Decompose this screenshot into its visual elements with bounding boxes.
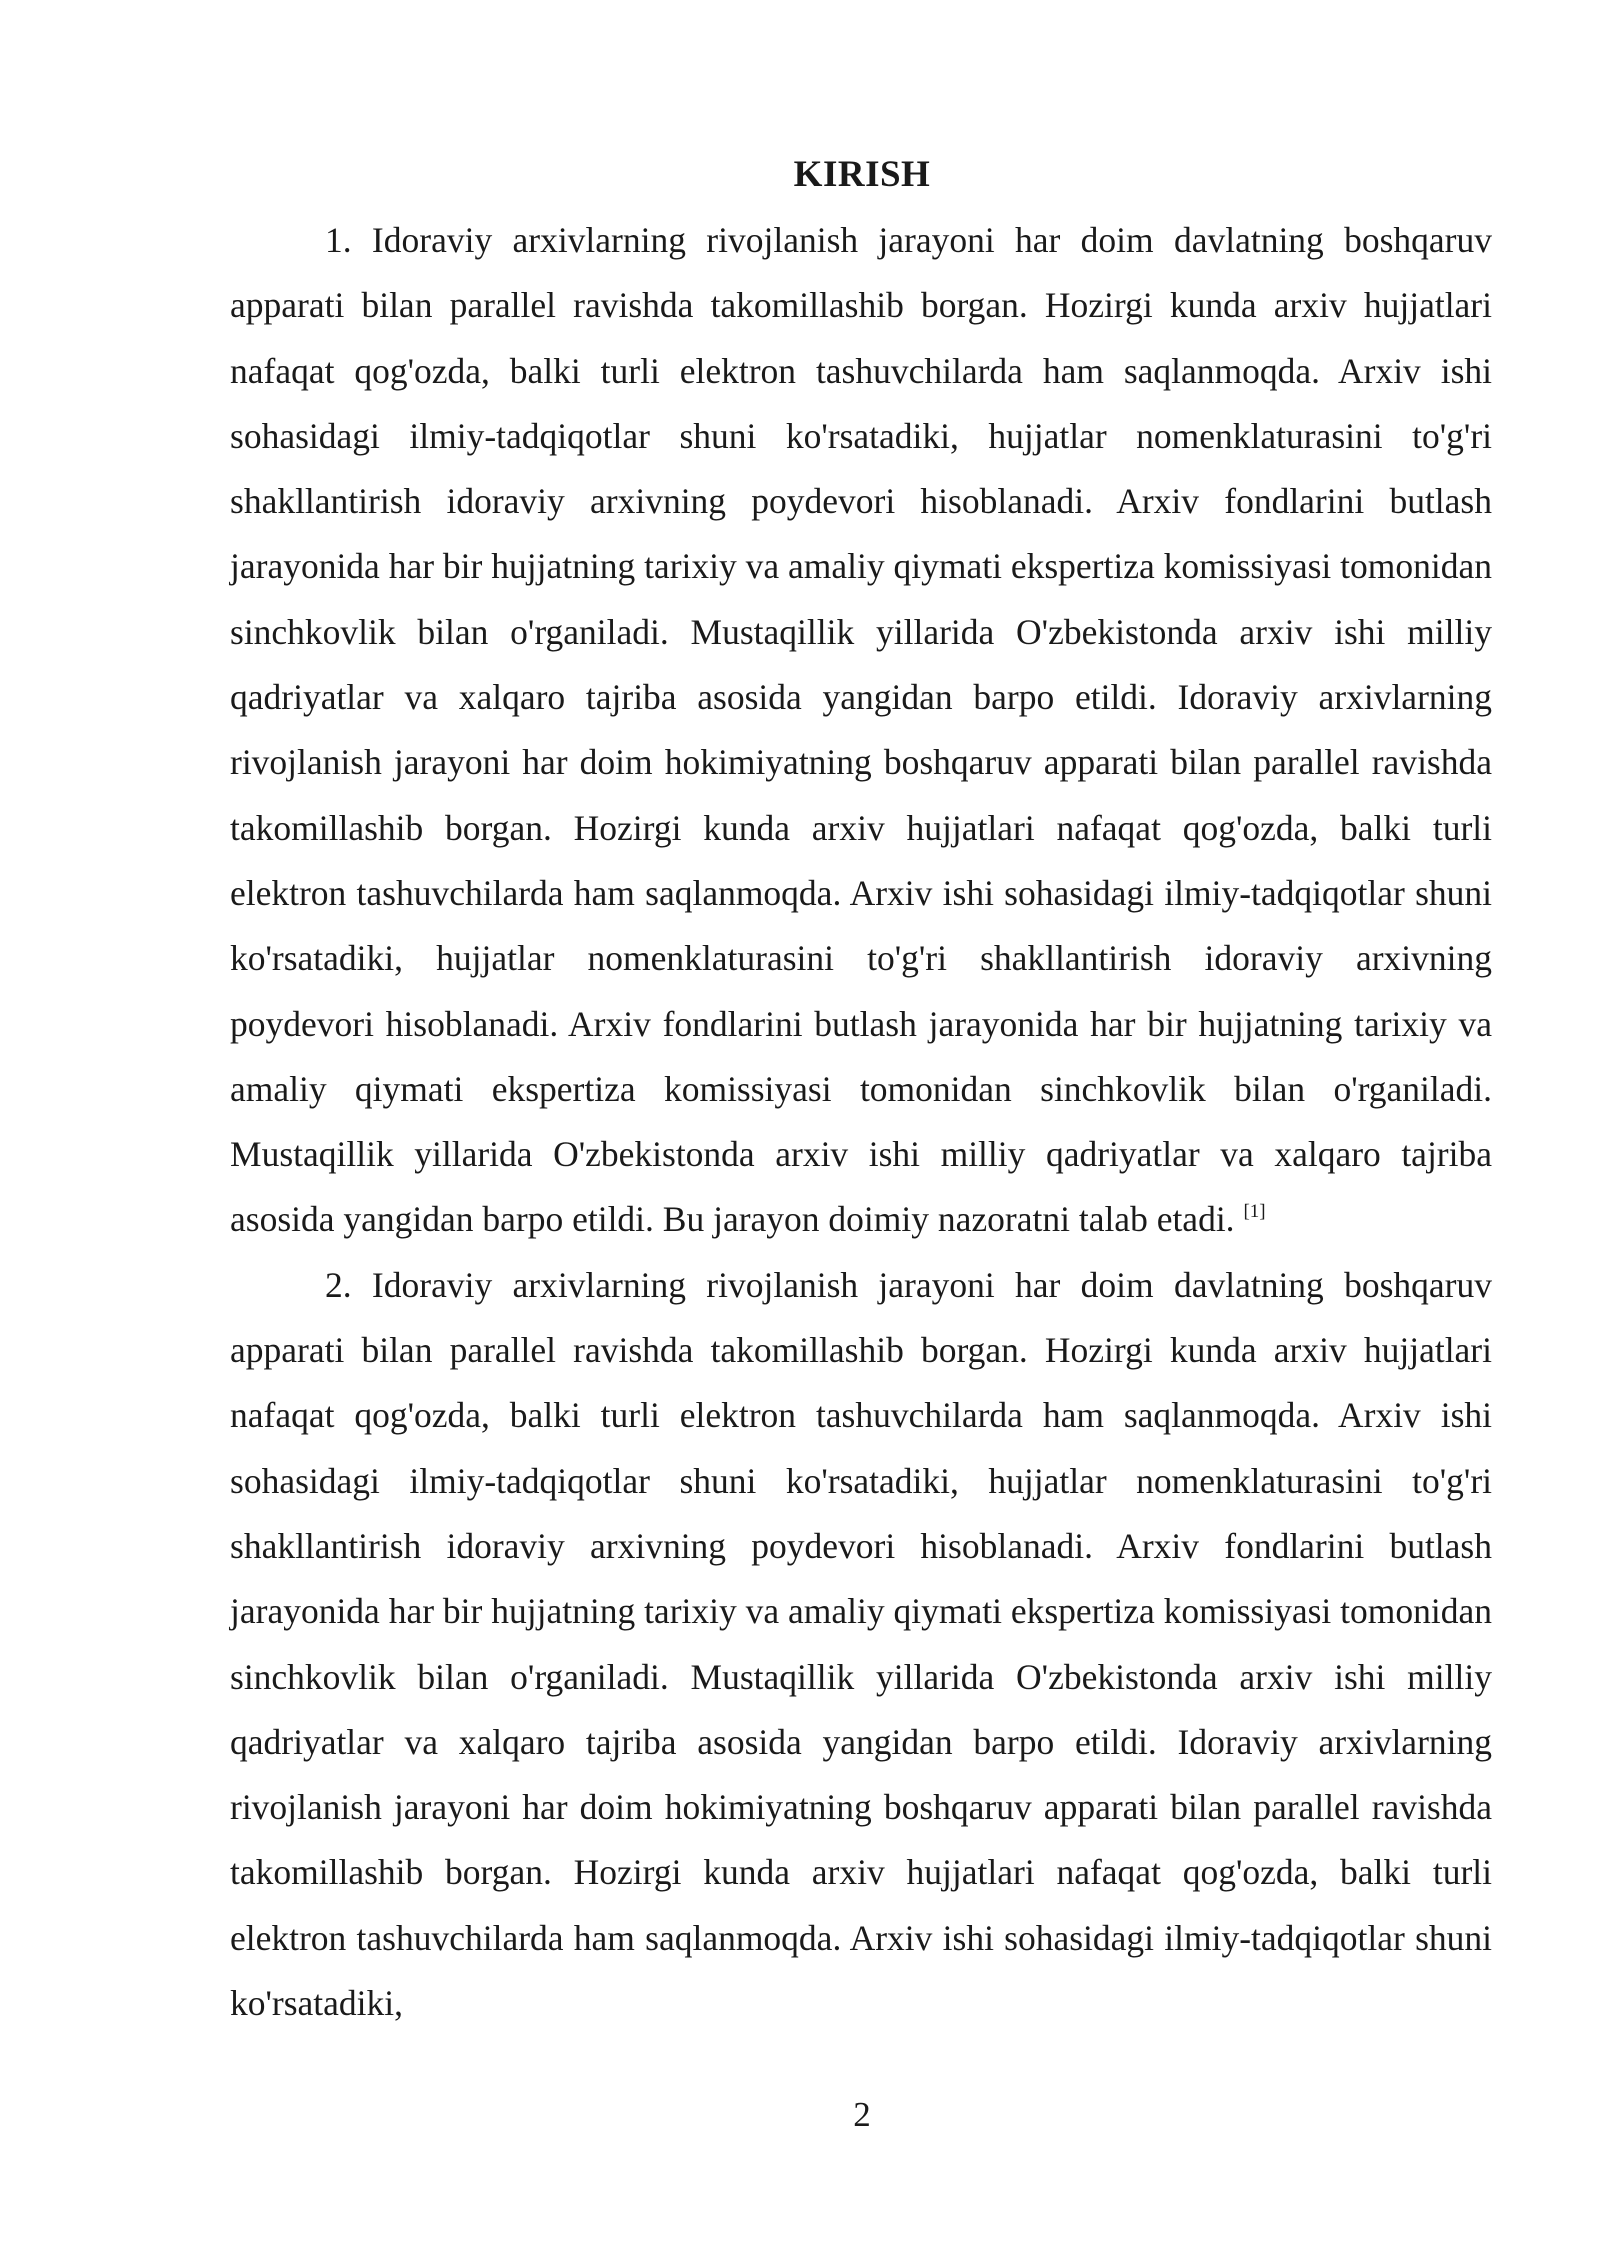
- paragraph-1: [230, 208, 1492, 1253]
- paragraph-1-text: 1. Idoraviy arxivlarning rivojlanish jarayoni har doim davlatning boshqaruv apparati bilan parallel ravishda takomillashib borgan. Hozirgi kunda arxiv hujjatlari nafaqat qog'ozda, balki turli elektron tashuvchilarda ham saqlanmoqda. Arxiv ishi sohasidagi ilmiy-tadqiqotlar shuni ko'rsatadiki, hujjatlar nomenklaturasini to'g'ri shakllantirish idoraviy arxivning poydevori hisoblanadi. Arxiv fondlarini butlash jarayonida har bir hujjatning tarixiy va amaliy qiymati ekspertiza komissiyasi tomonidan sinchkovlik bilan o'rganiladi. Mustaqillik yillarida O'zbekistonda arxiv ishi milliy qadriyatlar va xalqaro tajriba asosida yangidan barpo etildi. Idoraviy arxivlarning rivojlanish jarayoni har doim hokimiyatning boshqaruv apparati bilan parallel ravishda takomillashib borgan. Hozirgi kunda arxiv hujjatlari nafaqat qog'ozda, balki turli elektron tashuvchilarda ham saqlanmoqda. Arxiv ishi sohasidagi ilmiy-tadqiqotlar shuni ko'rsatadiki, hujjatlar nomenklaturasini to'g'ri shakllantirish idoraviy arxivning poydevori hisoblanadi. Arxiv fondlarini butlash jarayonida har bir hujjatning tarixiy va amaliy qiymati ekspertiza komissiyasi tomonidan sinchkovlik bilan o'rganiladi. Mustaqillik yillarida O'zbekistonda arxiv ishi milliy qadriyatlar va xalqaro tajriba asosida yangidan barpo etildi. Bu jarayon doimiy nazoratni talab etadi.: [230, 220, 1492, 1240]
- body-text: [230, 208, 1492, 2036]
- page-title: KIRISH: [793, 154, 931, 195]
- footnote-reference[interactable]: [1]: [1243, 1201, 1266, 1223]
- paragraph-2-text: 2. Idoraviy arxivlarning rivojlanish jarayoni har doim davlatning boshqaruv apparati bilan parallel ravishda takomillashib borgan. Hozirgi kunda arxiv hujjatlari nafaqat qog'ozda, balki turli elektron tashuvchilarda ham saqlanmoqda. Arxiv ishi sohasidagi ilmiy-tadqiqotlar shuni ko'rsatadiki, hujjatlar nomenklaturasini to'g'ri shakllantirish idoraviy arxivning poydevori hisoblanadi. Arxiv fondlarini butlash jarayonida har bir hujjatning tarixiy va amaliy qiymati ekspertiza komissiyasi tomonidan sinchkovlik bilan o'rganiladi. Mustaqillik yillarida O'zbekistonda arxiv ishi milliy qadriyatlar va xalqaro tajriba asosida yangidan barpo etildi. Idoraviy arxivlarning rivojlanish jarayoni har doim hokimiyatning boshqaruv apparati bilan parallel ravishda takomillashib borgan. Hozirgi kunda arxiv hujjatlari nafaqat qog'ozda, balki turli elektron tashuvchilarda ham saqlanmoqda. Arxiv ishi sohasidagi ilmiy-tadqiqotlar shuni ko'rsatadiki,: [230, 1264, 1492, 2024]
- page-number: 2: [853, 2095, 871, 2134]
- paragraph-2: [230, 1253, 1492, 2037]
